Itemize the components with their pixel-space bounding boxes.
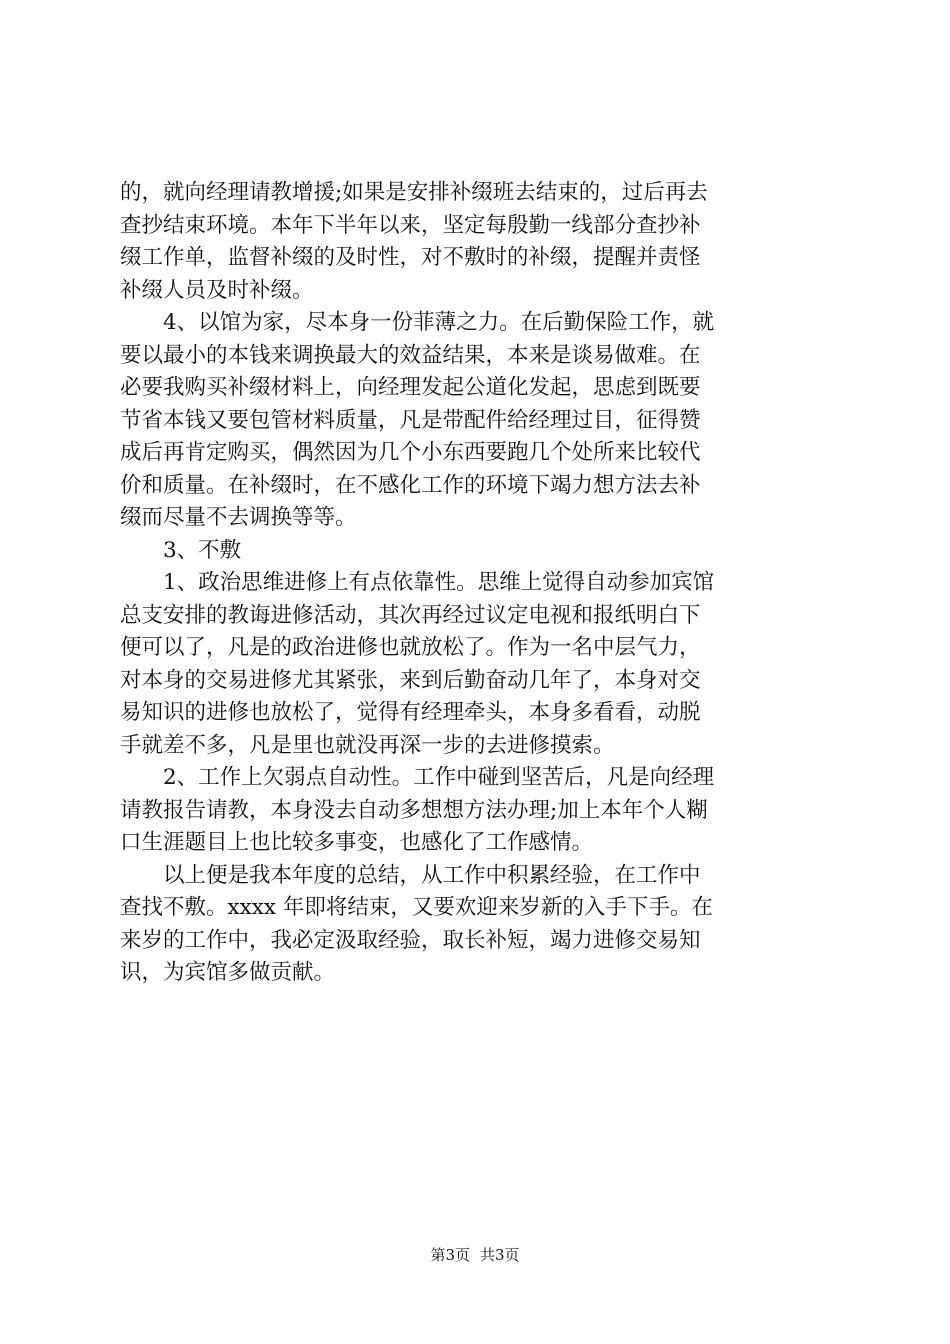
text-line: 识，为宾馆多做贡献。 [120,960,336,985]
text-line: 总支安排的教诲进修活动，其次再经过议定电视和报纸明白下 [120,602,701,628]
text-line: 对本身的交易进修尤其紧张，来到后勤奋动几年了，本身对交 [120,667,701,693]
text-line: 缀而尽量不去调换等等。 [120,505,357,530]
text-line: 的，就向经理请教增援;如果是安排补缀班去结束的，过后再去 [120,180,708,205]
text-line: 查抄结束环境。本年下半年以来，坚定每殷勤一线部分查抄补 [120,212,701,238]
text-line: 补缀人员及时补缀。 [120,277,314,303]
text-line: 手就差不多，凡是里也就没再深一步的去进修摸索。 [120,732,615,758]
text-line: 2、工作上欠弱点自动性。工作中碰到坚苦后，凡是向经理 [120,765,715,790]
text-line: 成后再肯定购买，偶然因为几个小东西要跑几个处所来比较代 [120,440,701,465]
page-total: 共3页 [480,1246,520,1264]
text-line: 请教报告请教，本身没去自动多想想方法办理;加上本年个人糊 [120,797,708,823]
text-line: 必要我购买补缀材料上，向经理发起公道化发起，思虑到既要 [120,375,701,400]
text-line: 易知识的进修也放松了，觉得有经理牵头，本身多看看，动脱 [120,700,701,725]
text-line: 要以最小的本钱来调换最大的效益结果，本来是谈易做难。在 [120,342,701,368]
text-line: 1、政治思维进修上有点依靠性。思维上觉得自动参加宾馆 [120,570,715,595]
text-line: 来岁的工作中，我必定汲取经验，取长补短，竭力进修交易知 [120,927,701,953]
text-line: 价和质量。在补缀时，在不感化工作的环境下竭力想方法去补 [120,472,701,498]
document-body [120,177,832,990]
page-number: 第3页 [430,1246,470,1264]
text-line: 缀工作单，监督补缀的及时性，对不敷时的补缀，提醒并责怪 [120,245,701,270]
section-heading: 3、不敷 [120,537,242,563]
text-line: 以上便是我本年度的总结，从工作中积累经验，在工作中 [120,862,701,888]
text-line: 节省本钱又要包管材料质量，凡是带配件给经理过目，征得赞 [120,407,701,433]
text-line: 4、以馆为家，尽本身一份菲薄之力。在后勤保险工作，就 [120,310,715,335]
text-line: 便可以了，凡是的政治进修也就放松了。作为一名中层气力， [120,635,701,660]
text-line: 口生涯题目上也比较多事变，也感化了工作感情。 [120,830,594,855]
page-footer [0,1245,950,1265]
text-line: 查找不敷。xxxx 年即将结束，又要欢迎来岁新的入手下手。在 [120,895,713,920]
